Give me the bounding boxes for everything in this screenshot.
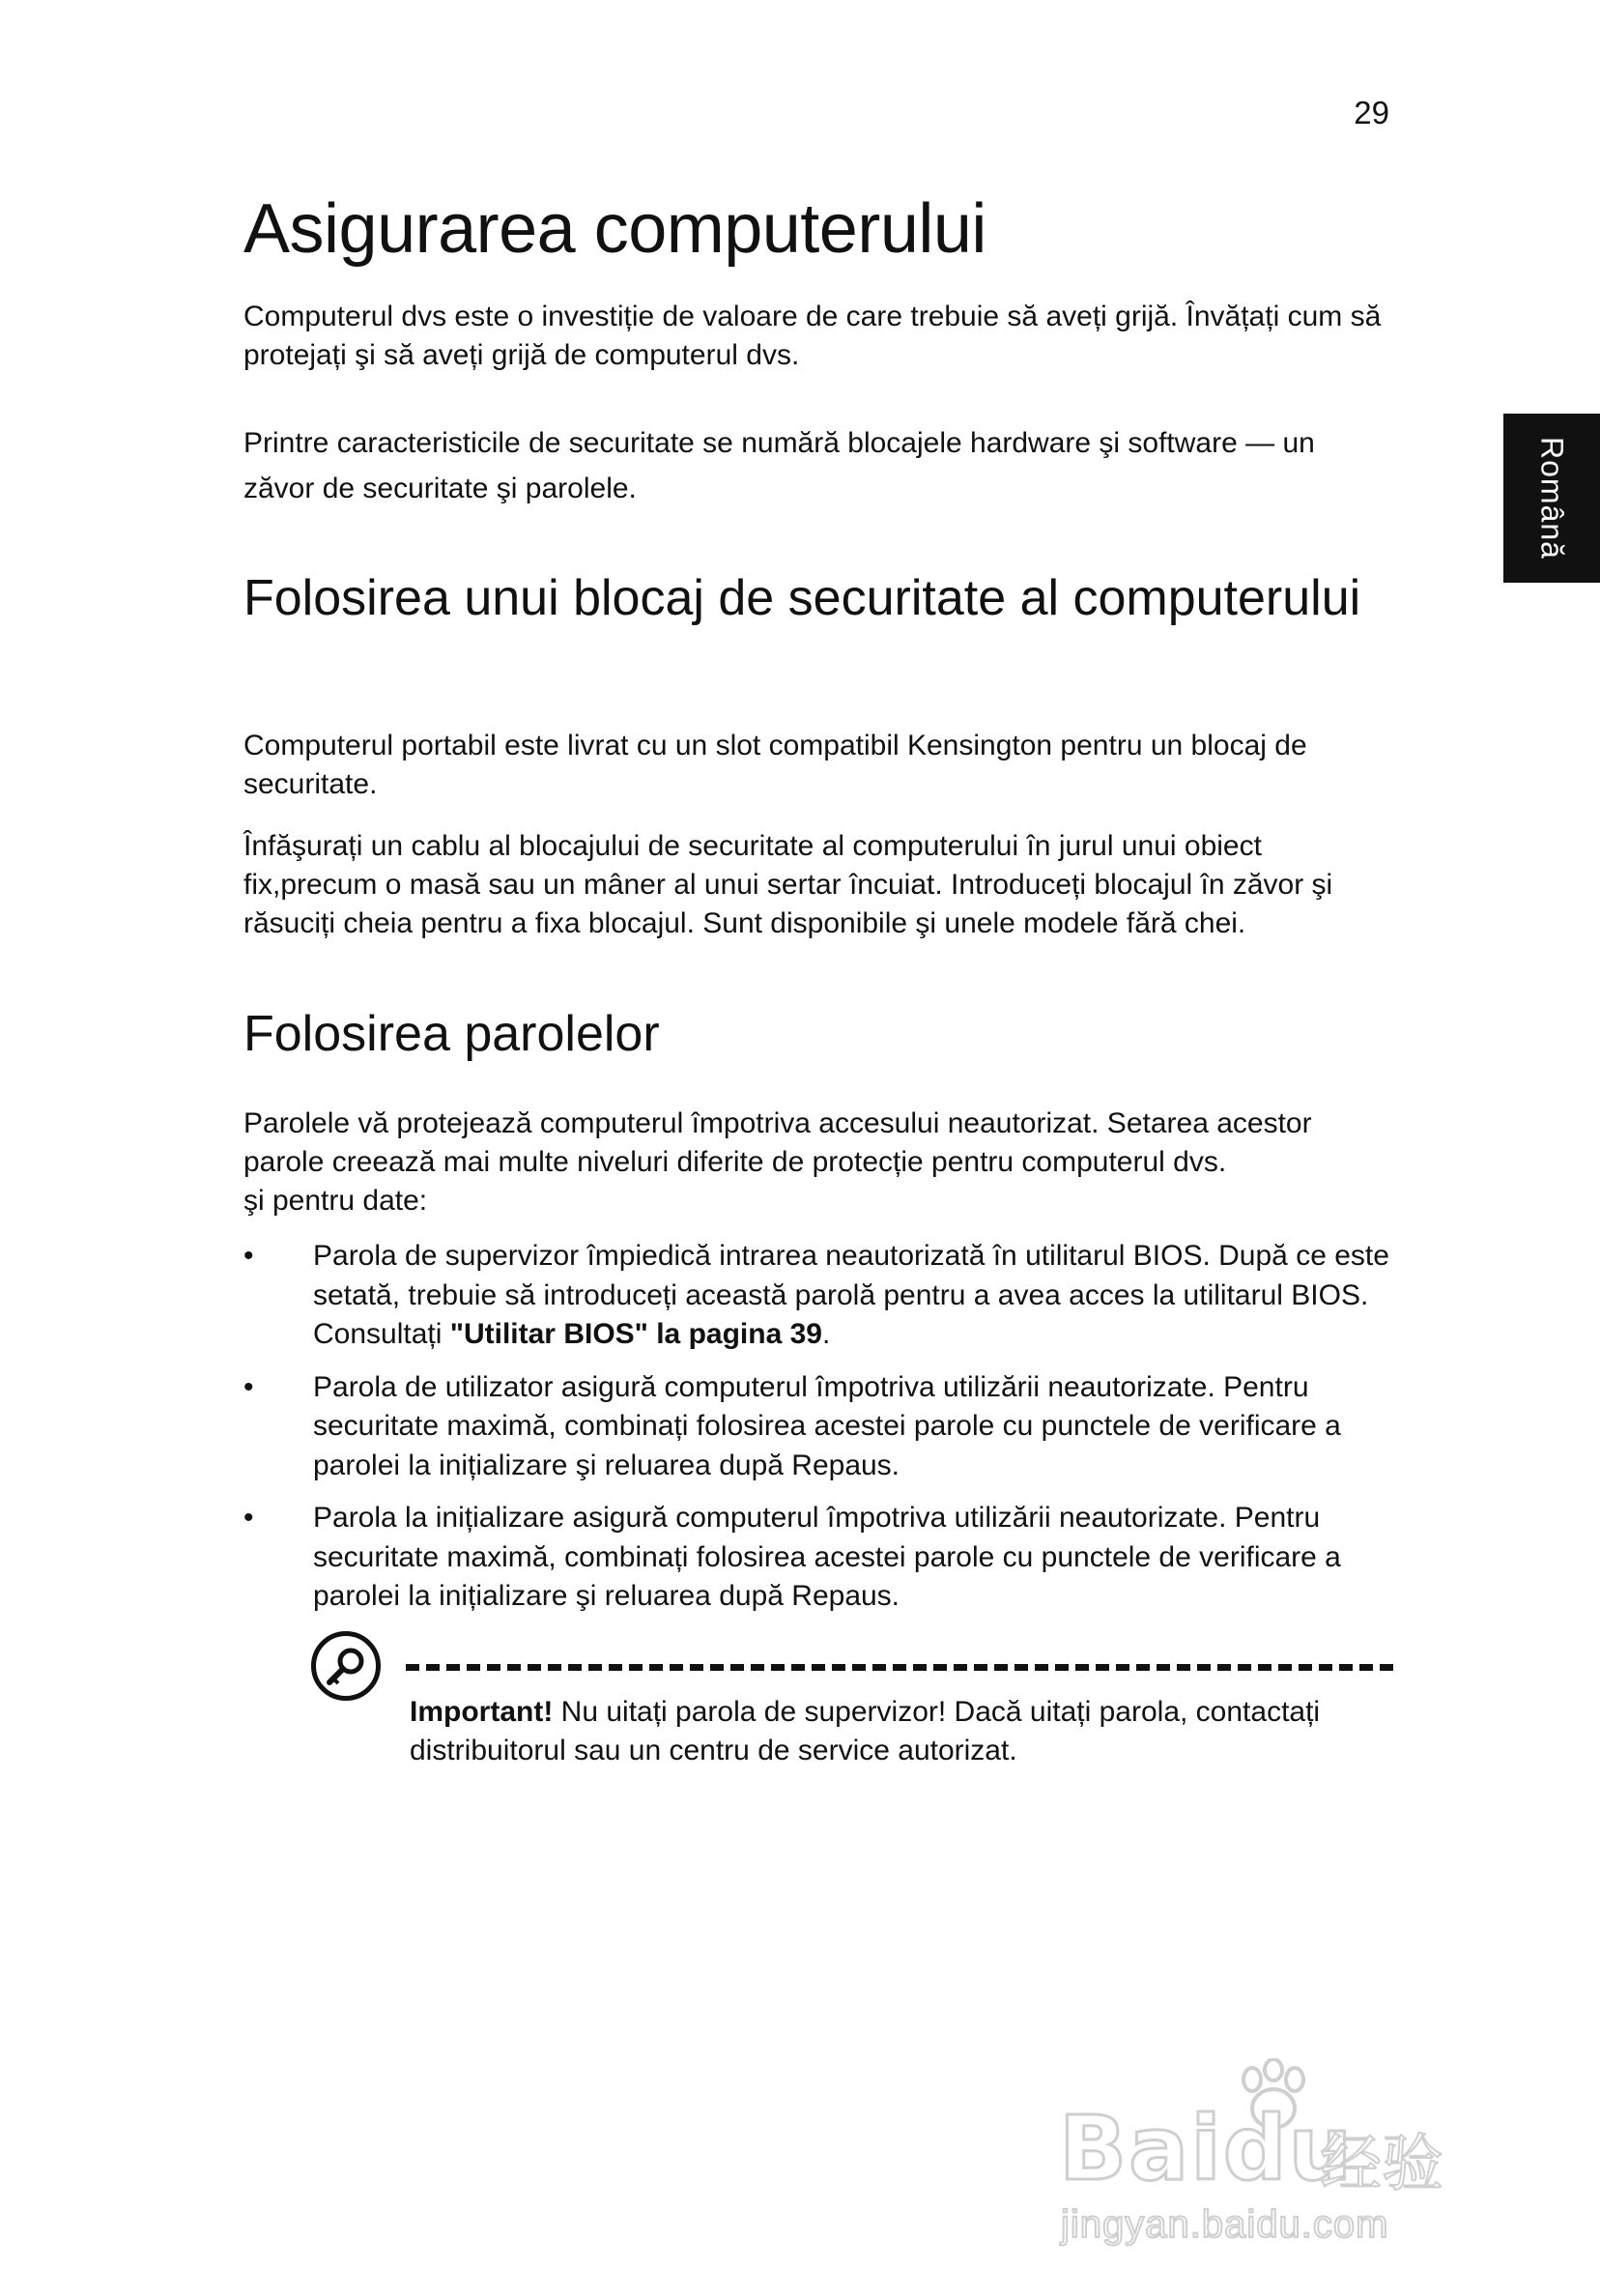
note-text [410, 1693, 1376, 1770]
lock-paragraph-1: Computerul portabil este livrat cu un slot compatibil Kensington pentru un blocaj de securitate. [243, 730, 1307, 800]
list-item-text: Parola la inițializare asigură computerul împotriva utilizării neautorizate. Pentru securitate maximă, combinați folosirea acestei parole cu punctele de verificare a parolei la inițializare şi reluarea după Repaus. [313, 1502, 1341, 1612]
cross-reference-link[interactable]: "Utilitar BIOS" la pagina 39 [449, 1318, 822, 1350]
watermark-url: jingyan.baidu.com [1061, 2203, 1389, 2246]
key-icon [311, 1631, 381, 1701]
watermark [1059, 2058, 1503, 2252]
note-divider [406, 1664, 1393, 1671]
note-body: Nu uitați parola de supervizor! Dacă uitați parola, contactați distribuitorul sau un centru de service autorizat. [410, 1696, 1321, 1766]
list-item-user-password [243, 1368, 1393, 1486]
intro-paragraph-1: Computerul dvs este o investiție de valoare de care trebuie să aveți grijă. Învățați cum să protejați şi să aveți grijă de computerul dvs. [243, 301, 1382, 371]
list-item-text: Parola de utilizator asigură computerul împotriva utilizării neautorizate. Pentru securitate maximă, combinați folosirea acestei parole cu punctele de verificare a parolei la inițializare şi reluarea după Repaus. [313, 1370, 1341, 1481]
language-tab [1503, 414, 1600, 583]
list-item-text: Parola de supervizor împiedică intrarea neautorizată în utilitarul BIOS. După ce este setată, trebuie să introduceți această parolă pentru a avea acces la utilitarul BIOS. Consultați [313, 1240, 1389, 1350]
passwords-intro-line-2: şi pentru date: [243, 1185, 428, 1217]
watermark-suffix: 经验 [1320, 2129, 1443, 2198]
lock-paragraph-2: Înfăşurați un cablu al blocajului de securitate al computerului în jurul unui obiect fix,precum o masă sau un mâner al unui sertar încuiat. Introduceți blocajul în zăvor şi răsuciți cheia pentru a fixa blocajul. Sunt disponibile şi unele modele fără chei. [243, 830, 1333, 939]
bullet-marker: • [243, 1240, 254, 1272]
password-list [243, 1237, 1393, 1630]
list-item-supervisor-password [243, 1237, 1393, 1355]
page-number: 29 [1354, 95, 1389, 130]
bullet-marker: • [243, 1370, 254, 1403]
section-heading-passwords: Folosirea parolelor [243, 1006, 660, 1062]
intro-paragraph-2: Printre caracteristicile de securitate se numără blocajele hardware şi software — un zăvor de securitate şi parolele. [243, 427, 1315, 504]
language-tab-label: Română [1534, 437, 1570, 560]
note-label: Important! [410, 1696, 554, 1728]
important-note [311, 1631, 1393, 1786]
passwords-intro: Parolele vă protejează computerul împotriva accesului neautorizat. Setarea acestor parole creează mai multe niveluri diferite de protecție pentru computerul dvs. [243, 1107, 1312, 1178]
bullet-marker: • [243, 1502, 254, 1534]
list-item-boot-password [243, 1499, 1393, 1617]
watermark-logo: Baidu [1059, 2097, 1355, 2200]
section-heading-lock: Folosirea unui blocaj de securitate al computerului [243, 570, 1361, 626]
page-title: Asigurarea computerului [243, 190, 986, 268]
list-item-suffix: . [821, 1318, 831, 1350]
